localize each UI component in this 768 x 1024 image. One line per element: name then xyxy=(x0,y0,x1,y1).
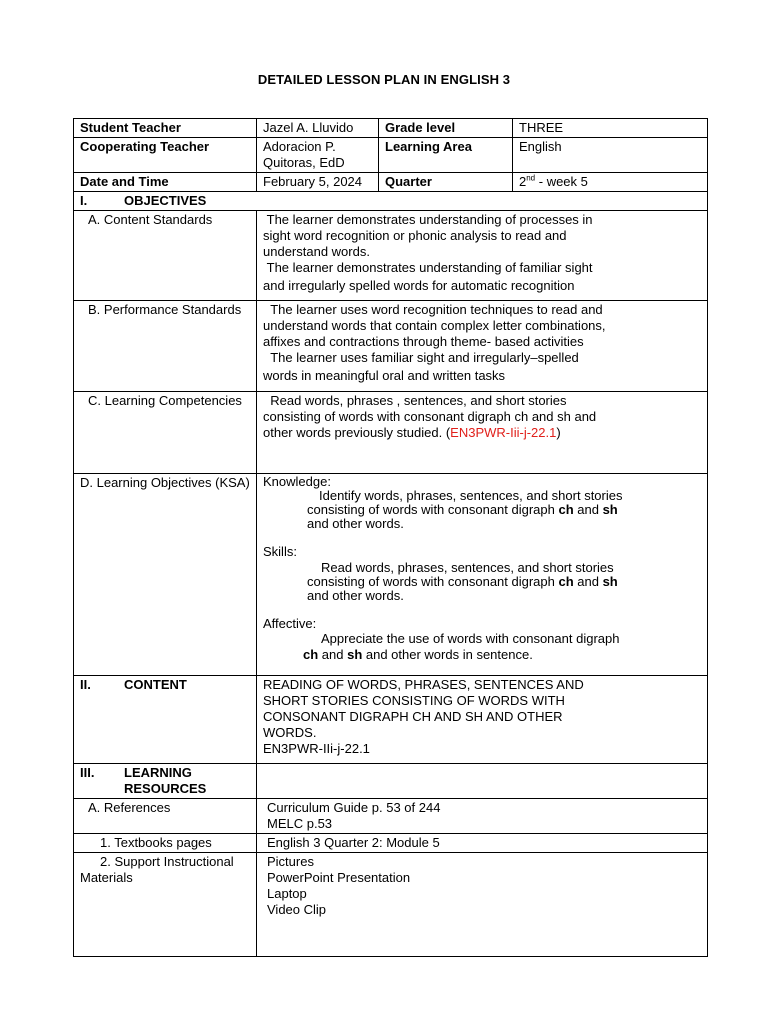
content-heading: II. CONTENT xyxy=(74,676,257,764)
learning-objectives-text: Knowledge: Identify words, phrases, sentences, and short stories consisting of words with consonant digraph ch and sh and other words. Skills: Read words, phrases, sentences, and short stories consisting of words with consonant digraph ch and sh and other words. Affective: Appreciate the use of words with consonant digraph ch and sh and other words in sentence. xyxy=(257,474,708,676)
learning-objectives-label: D. Learning Objectives (KSA) xyxy=(74,474,257,676)
row-performance-standards xyxy=(74,301,708,392)
learning-competencies-text: Read words, phrases , sentences, and short stories consisting of words with consonant digraph ch and sh and other words previously studied. (EN3PWR-Iii-j-22.1) xyxy=(257,392,708,474)
references-value: Curriculum Guide p. 53 of 244 MELC p.53 xyxy=(257,799,708,834)
material-item: Video Clip xyxy=(267,902,327,917)
support-materials-list xyxy=(257,853,708,957)
content-standards-label: A. Content Standards xyxy=(74,211,257,301)
student-teacher-value: Jazel A. Lluvido xyxy=(257,119,379,138)
row-learning-competencies xyxy=(74,392,708,474)
objectives-label: OBJECTIVES xyxy=(124,193,207,208)
row-references xyxy=(74,799,708,834)
row-support-materials xyxy=(74,853,708,957)
document-title: DETAILED LESSON PLAN IN ENGLISH 3 xyxy=(257,72,511,87)
objectives-heading xyxy=(74,192,708,211)
material-item: Laptop xyxy=(267,886,307,901)
learning-competencies-label: C. Learning Competencies xyxy=(74,392,257,474)
affective-label: Affective: xyxy=(263,616,317,631)
material-item: Pictures xyxy=(267,854,314,869)
objectives-number: I. xyxy=(80,193,88,208)
student-teacher-label: Student Teacher xyxy=(74,119,257,138)
support-materials-label: 2. Support Instructional Materials xyxy=(74,853,257,957)
grade-level-label: Grade level xyxy=(379,119,513,138)
performance-standards-label: B. Performance Standards xyxy=(74,301,257,392)
learning-resources-empty xyxy=(257,764,708,799)
cooperating-teacher-value xyxy=(257,138,379,173)
row-learning-objectives xyxy=(74,474,708,676)
references-label: A. References xyxy=(74,799,257,834)
knowledge-label: Knowledge: xyxy=(263,474,331,489)
quarter-number: 2 xyxy=(519,174,527,189)
date-time-value: February 5, 2024 xyxy=(257,173,379,192)
quarter-week: - week 5 xyxy=(535,174,588,189)
performance-standards-text: The learner uses word recognition techniques to read and understand words that contain complex letter combinations, affixes and contractions through theme- based activities The learner uses familiar sight and irregularly–spelled words in meaningful oral and written tasks xyxy=(257,301,708,392)
row-learning-resources xyxy=(74,764,708,799)
cooperating-teacher-name: Adoracion P. xyxy=(263,139,336,154)
date-time-label: Date and Time xyxy=(74,173,257,192)
cooperating-teacher-degree: Quitoras, EdD xyxy=(263,155,345,170)
content-text: READING OF WORDS, PHRASES, SENTENCES AND SHORT STORIES CONSISTING OF WORDS WITH CONSONANT DIGRAPH CH AND SH AND OTHER WORDS. EN3PWR-IIi-j-22.1 xyxy=(257,676,708,764)
cooperating-teacher-label: Cooperating Teacher xyxy=(74,138,257,173)
row-content-standards xyxy=(74,211,708,301)
textbooks-label: 1. Textbooks pages xyxy=(74,834,257,853)
row-student-teacher xyxy=(74,119,708,138)
quarter-suffix: nd xyxy=(526,173,536,183)
material-item: PowerPoint Presentation xyxy=(267,870,411,885)
competency-code: EN3PWR-Iii-j-22.1 xyxy=(450,425,557,440)
row-cooperating-teacher xyxy=(74,138,708,173)
learning-area-label: Learning Area xyxy=(379,138,513,173)
content-standards-text: The learner demonstrates understanding of processes in sight word recognition or phonic analysis to read and understand words. The learner demonstrates understanding of familiar sight and irregularly spelled words for automatic recognition xyxy=(257,211,708,301)
row-date-time xyxy=(74,173,708,192)
lesson-plan-table xyxy=(73,118,708,957)
learning-area-value: English xyxy=(513,138,708,173)
grade-level-value: THREE xyxy=(513,119,708,138)
row-textbooks xyxy=(74,834,708,853)
textbooks-value: English 3 Quarter 2: Module 5 xyxy=(257,834,708,853)
learning-resources-heading: III. LEARNING RESOURCES xyxy=(74,764,257,799)
row-content xyxy=(74,676,708,764)
quarter-label: Quarter xyxy=(379,173,513,192)
quarter-value xyxy=(513,173,708,192)
skills-label: Skills: xyxy=(263,544,297,559)
row-objectives-heading xyxy=(74,192,708,211)
